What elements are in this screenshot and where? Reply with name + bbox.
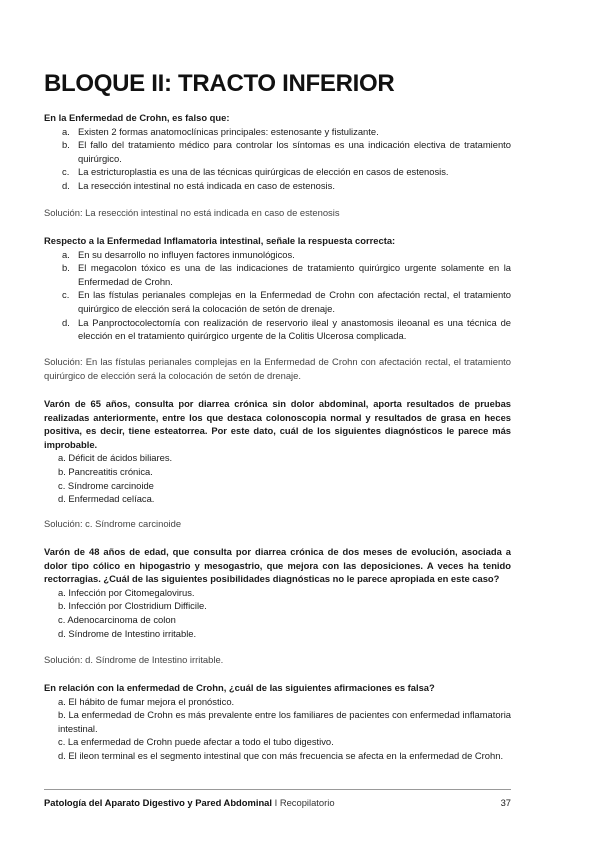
page-number: 37 bbox=[500, 797, 511, 808]
option-label: a. bbox=[62, 248, 70, 260]
option-text: En su desarrollo no influyen factores inmunológicos. bbox=[78, 248, 295, 260]
option-label: d. bbox=[62, 179, 70, 191]
options-list bbox=[44, 695, 511, 763]
options-list bbox=[44, 586, 511, 640]
option-d: d. El ileon terminal es el segmento intestinal que con más frecuencia se afecta en la enfermedad de Crohn. bbox=[58, 749, 504, 761]
option-text: La Panproctocolectomía con realización de reservorio ileal y anastomosis ileoanal es una técnica de elección en el tratamiento quirúrgico urgente de la Colitis Ulcerosa complicada. bbox=[78, 316, 511, 342]
option-c: c. Adenocarcinoma de colon bbox=[58, 613, 176, 625]
footer-title bbox=[44, 797, 335, 808]
option-text: La estricturoplastia es una de las técnicas quirúrgicas de elección en casos de estenosis. bbox=[78, 166, 449, 178]
question-2 bbox=[44, 234, 511, 343]
option-text: La resección intestinal no está indicada en caso de estenosis. bbox=[78, 179, 335, 191]
option-label: d. bbox=[62, 316, 70, 328]
option-c: c. Síndrome carcinoide bbox=[58, 479, 154, 491]
option-b bbox=[44, 138, 511, 165]
option-c: c. La enfermedad de Crohn puede afectar a todo el tubo digestivo. bbox=[58, 736, 334, 748]
option-a: a. El hábito de fumar mejora el pronóstico. bbox=[58, 695, 235, 707]
solution-2: Solución: En las fístulas perianales complejas en la Enfermedad de Crohn con afectación rectal, el tratamiento quirúrgico de elección será la colocación de setón de drenaje. bbox=[44, 356, 511, 381]
question-5 bbox=[44, 681, 511, 763]
option-d: d. Enfermedad celíaca. bbox=[58, 493, 155, 505]
footer-book: Patología del Aparato Digestivo y Pared Abdominal bbox=[44, 797, 272, 808]
question-text: Varón de 65 años, consulta por diarrea crónica sin dolor abdominal, aporta resultados de pruebas realizadas anteriormente, entre los que destaca colonoscopia normal y resultados de grasa en heces positiva, es decir, tiene esteatorrea. Por este dato, cuál de los siguientes diagnósticos le parece más improbable. bbox=[44, 398, 511, 450]
option-c bbox=[44, 288, 511, 315]
solution-1: Solución: La resección intestinal no está indicada en caso de estenosis bbox=[44, 207, 340, 218]
option-b: b. La enfermedad de Crohn es más prevalente entre los familiares de pacientes con enfermedad inflamatoria intestinal. bbox=[58, 709, 511, 734]
option-d bbox=[44, 179, 511, 193]
solution-4: Solución: d. Síndrome de Intestino irritable. bbox=[44, 654, 224, 665]
options-list bbox=[44, 451, 511, 505]
option-text: En las fístulas perianales complejas en la Enfermedad de Crohn con afectación rectal, el tratamiento quirúrgico de elección será la colocación de setón de drenaje. bbox=[78, 289, 511, 314]
page-footer bbox=[44, 797, 511, 808]
option-label: a. bbox=[62, 125, 70, 137]
question-text: En relación con la enfermedad de Crohn, ¿cuál de las siguientes afirmaciones es falsa? bbox=[44, 682, 435, 693]
option-a: a. Déficit de ácidos biliares. bbox=[58, 452, 173, 464]
solution-3: Solución: c. Síndrome carcinoide bbox=[44, 518, 182, 529]
option-c bbox=[44, 165, 511, 179]
options-list bbox=[44, 125, 511, 193]
option-label: b. bbox=[62, 139, 70, 151]
option-text: El megacolon tóxico es una de las indicaciones de tratamiento quirúrgico urgente solamente en la Enfermedad de Crohn. bbox=[78, 262, 511, 287]
option-label: b. bbox=[62, 262, 70, 274]
question-3 bbox=[44, 397, 511, 506]
option-a bbox=[44, 248, 511, 262]
option-d: d. Síndrome de Intestino irritable. bbox=[58, 627, 197, 639]
option-label: c. bbox=[62, 289, 70, 301]
footer-divider bbox=[44, 789, 511, 790]
footer-section: I Recopilatorio bbox=[272, 797, 335, 808]
option-text: El fallo del tratamiento médico para controlar los síntomas es una indicación electiva de tratamiento quirúrgico. bbox=[78, 139, 511, 164]
option-b bbox=[44, 261, 511, 288]
question-text: Varón de 48 años de edad, que consulta por diarrea crónica de dos meses de evolución, asociada a dolor tipo cólico en hipogastrio y mesogastrio, que mejora con las deposiciones. A veces ha tenido rectorragias. ¿Cuál de las siguientes posibilidades diagnósticas no le parece apropiada en este caso? bbox=[44, 546, 511, 585]
option-a bbox=[44, 125, 511, 139]
option-a: a. Infección por Citomegalovirus. bbox=[58, 586, 195, 598]
option-label: c. bbox=[62, 166, 70, 178]
option-text: Existen 2 formas anatomoclínicas principales: estenosante y fistulizante. bbox=[78, 125, 379, 137]
question-text: Respecto a la Enfermedad Inflamatoria intestinal, señale la respuesta correcta: bbox=[44, 235, 396, 246]
question-4 bbox=[44, 545, 511, 640]
options-list bbox=[44, 248, 511, 343]
question-1 bbox=[44, 111, 511, 193]
option-b: b. Infección por Clostridium Difficile. bbox=[58, 600, 207, 612]
option-b: b. Pancreatitis crónica. bbox=[58, 465, 153, 477]
question-text: En la Enfermedad de Crohn, es falso que: bbox=[44, 112, 230, 123]
page-title: BLOQUE II: TRACTO INFERIOR bbox=[44, 70, 395, 97]
option-d bbox=[44, 316, 511, 343]
